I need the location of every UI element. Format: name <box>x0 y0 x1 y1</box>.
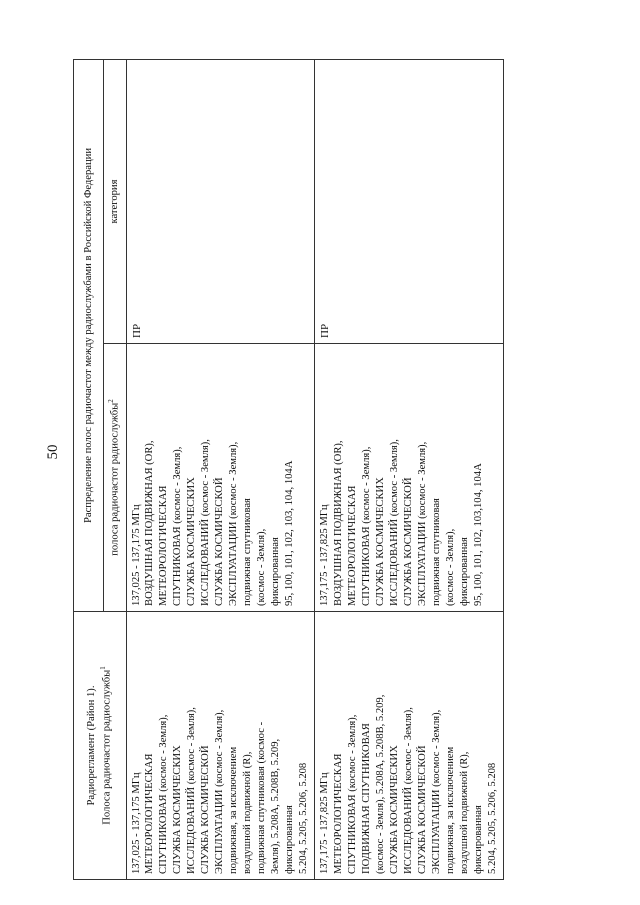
band-line: 137,175 - 137,825 МГц <box>319 504 331 606</box>
header-rf-allocation: Распределение полос радиочастот между радиослужбами в Российской Федерации <box>74 59 104 611</box>
band-line: подвижная, за исключением <box>228 746 240 874</box>
band-line: 95, 100, 101, 102, 103,104, 104А <box>472 463 484 606</box>
frequency-allocation-table <box>73 59 504 880</box>
page-number: 50 <box>45 444 61 460</box>
band-line: СЛУЖБА КОСМИЧЕСКОЙ <box>214 477 226 606</box>
band-line: подвижная спутниковая <box>242 498 254 606</box>
band-line: СПУТНИКОВАЯ (космос - Земля), <box>172 446 184 606</box>
header-radio-regulations <box>74 612 127 880</box>
band-line: СЛУЖБА КОСМИЧЕСКИХ <box>374 477 386 606</box>
band-line: подвижная спутниковая (космос - <box>256 721 268 874</box>
band-line: СЛУЖБА КОСМИЧЕСКИХ <box>186 477 198 606</box>
band-line: СПУТНИКОВАЯ (космос - Земля), <box>158 714 170 874</box>
cell-rf-band <box>126 344 315 612</box>
rotated-table-sheet <box>73 60 578 880</box>
band-line: ИССЛЕДОВАНИЙ (космос - Земля), <box>186 707 198 874</box>
band-line: 5.204, 5.205, 5.206, 5.208 <box>486 762 498 874</box>
band-line: фиксированная <box>472 805 484 874</box>
band-line: подвижная, за исключением <box>444 746 456 874</box>
table-row <box>315 59 504 879</box>
cell-rr-band <box>315 612 504 880</box>
band-line: СПУТНИКОВАЯ (космос - Земля), <box>347 714 359 874</box>
band-line: СЛУЖБА КОСМИЧЕСКОЙ <box>416 745 428 874</box>
cell-rf-band <box>315 344 504 612</box>
band-line: воздушной подвижной (R), <box>242 751 254 874</box>
band-line: ВОЗДУШНАЯ ПОДВИЖНАЯ (OR), <box>333 440 345 606</box>
band-line: ИССЛЕДОВАНИЙ (космос - Земля), <box>402 707 414 874</box>
band-line: МЕТЕОРОЛОГИЧЕСКАЯ <box>347 485 359 606</box>
table-row <box>126 59 315 879</box>
header-radio-regulations-line2: Полоса радиочастот радиослужбы$^1$ <box>98 666 113 825</box>
band-line: Земля), 5.208А, 5.208В, 5.209, <box>270 738 282 874</box>
subheader-category: категория <box>104 59 127 343</box>
header-radio-regulations-line1: Радиорегламент (Район 1). <box>86 685 98 806</box>
band-line: СЛУЖБА КОСМИЧЕСКИХ <box>388 745 400 874</box>
band-line: фиксированная <box>270 537 282 606</box>
band-line: фиксированная <box>458 537 470 606</box>
band-line: ЭКСПЛУАТАЦИИ (космос - Земля), <box>430 709 442 874</box>
band-line: (космос - Земля), <box>256 528 268 606</box>
band-line: СПУТНИКОВАЯ (космос - Земля), <box>361 446 372 606</box>
band-line: МЕТЕОРОЛОГИЧЕСКАЯ <box>333 753 345 874</box>
band-line: ПОДВИЖНАЯ СПУТНИКОВАЯ <box>361 723 372 874</box>
band-line: 137,025 - 137,175 МГц <box>130 504 142 606</box>
band-line: ИССЛЕДОВАНИЙ (космос - Земля), <box>200 439 212 606</box>
band-line: МЕТЕОРОЛОГИЧЕСКАЯ <box>158 485 170 606</box>
band-line: МЕТЕОРОЛОГИЧЕСКАЯ <box>144 753 156 874</box>
cell-category: ПР <box>126 59 315 343</box>
band-line: подвижная спутниковая <box>430 498 442 606</box>
band-line: ЭКСПЛУАТАЦИИ (космос - Земля), <box>228 441 240 606</box>
band-line: (космос - Земля), <box>444 528 456 606</box>
band-line: СЛУЖБА КОСМИЧЕСКОЙ <box>200 745 212 874</box>
band-line: 5.204, 5.205, 5.206, 5.208 <box>298 762 310 874</box>
band-line: ЭКСПЛУАТАЦИИ (космос - Земля), <box>214 709 226 874</box>
cell-category: ПР <box>315 59 504 343</box>
band-line: 137,175 - 137,825 МГц <box>319 772 331 874</box>
cell-rr-band <box>126 612 315 880</box>
band-line: фиксированная <box>284 805 296 874</box>
band-line: СЛУЖБА КОСМИЧЕСКОЙ <box>402 477 414 606</box>
subheader-band: полоса радиочастот радиослужбы$^2$ <box>104 344 127 612</box>
band-line: СЛУЖБА КОСМИЧЕСКИХ <box>172 745 184 874</box>
band-line: (космос - Земля), 5.208А, 5.208В, 5.209, <box>374 694 386 874</box>
band-line: воздушной подвижной (R), <box>458 751 470 874</box>
band-line: 95, 100, 101, 102, 103, 104, 104А <box>284 460 296 606</box>
band-line: ВОЗДУШНАЯ ПОДВИЖНАЯ (OR), <box>144 440 156 606</box>
band-line: ИССЛЕДОВАНИЙ (космос - Земля), <box>388 439 400 606</box>
band-line: ЭКСПЛУАТАЦИИ (космос - Земля), <box>416 441 428 606</box>
band-line: 137,025 - 137,175 МГц <box>130 772 142 874</box>
